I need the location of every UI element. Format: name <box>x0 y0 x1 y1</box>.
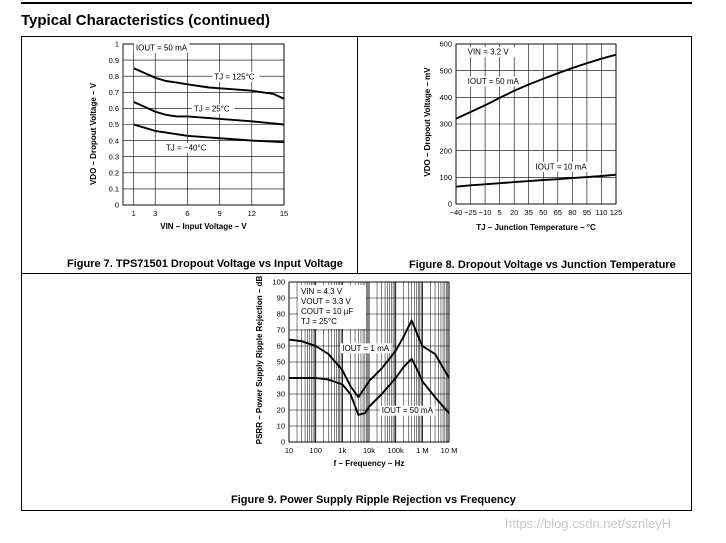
fig9-ytick-label: 80 <box>276 309 285 319</box>
fig8-ytick-label: 200 <box>439 146 452 156</box>
fig9-xtick-label: 100 <box>309 446 322 455</box>
fig7-xlabel: VIN – Input Voltage – V <box>160 222 247 231</box>
fig7-annotation: IOUT = 50 mA <box>135 43 188 53</box>
fig8-xtick-label: 125 <box>609 208 623 217</box>
fig7-xtick-label: 9 <box>217 209 222 218</box>
fig7-annotation: TJ = 125°C <box>214 72 255 82</box>
fig8-ytick-label: 0 <box>447 199 452 209</box>
fig8-xtick-label: 50 <box>539 208 548 217</box>
fig8-xtick-label: 35 <box>524 208 533 217</box>
fig9-annotation: IOUT = 1 mA <box>342 343 390 353</box>
fig7-xtick-label: 1 <box>131 209 136 218</box>
fig8-xtick-label: 20 <box>510 208 519 217</box>
fig9-ytick-label: 30 <box>276 389 285 399</box>
fig9-condition-text: COUT = 10 µF <box>301 307 354 316</box>
figure-8-caption: Figure 8. Dropout Voltage vs Junction Temperature <box>409 259 676 271</box>
fig8-ylabel: VDO – Dropout Voltage – mV <box>423 67 432 177</box>
fig7-ytick-label: 0.6 <box>108 104 119 114</box>
fig7-ytick-label: 0.5 <box>108 120 119 130</box>
fig9-ytick-label: 70 <box>276 325 285 335</box>
fig8-ytick-label: 400 <box>439 93 452 103</box>
fig8-ytick-label: 500 <box>439 66 452 76</box>
fig7-ytick-label: 0.9 <box>108 55 119 65</box>
fig7-ytick-label: 0.1 <box>108 184 119 194</box>
fig9-condition-text: VOUT = 3.3 V <box>301 297 351 306</box>
fig7-ytick-label: 0.3 <box>108 152 119 162</box>
fig9-ytick-label: 0 <box>280 437 285 447</box>
fig9-annotation: IOUT = 50 mA <box>381 406 433 416</box>
fig8-xtick-label: 80 <box>568 208 577 217</box>
fig8-annotation: IOUT = 10 mA <box>535 162 587 172</box>
fig7-xtick-label: 12 <box>247 209 256 218</box>
fig7-xtick-label: 3 <box>153 209 158 218</box>
fig8-ytick-label: 600 <box>439 39 452 49</box>
fig9-ylabel: PSRR – Power Supply Ripple Rejection – dB <box>255 275 264 445</box>
figure-9-caption: Figure 9. Power Supply Ripple Rejection vs Frequency <box>231 494 516 506</box>
fig8-xtick-label: 110 <box>595 208 608 217</box>
fig9-xtick-label: 1 M <box>416 446 429 455</box>
fig9-ytick-label: 40 <box>276 373 285 383</box>
fig7-ylabel: VDO – Dropout Voltage – V <box>89 82 98 186</box>
fig9-xtick-label: 1k <box>338 446 347 455</box>
fig8-xtick-label: −25 <box>464 208 477 217</box>
fig9-xtick-label: 10 M <box>440 446 458 455</box>
figure-7-caption: Figure 7. TPS71501 Dropout Voltage vs Input Voltage <box>67 258 343 270</box>
fig9-condition-text: VIN = 4.3 V <box>301 287 343 296</box>
fig9-xtick-label: 100k <box>387 446 404 455</box>
fig9-condition-text: TJ = 25°C <box>301 317 337 326</box>
fig7-xtick-label: 15 <box>279 209 289 218</box>
fig8-xtick-label: −40 <box>449 208 463 217</box>
fig9-ytick-label: 50 <box>276 357 285 367</box>
fig9-xlabel: f – Frequency – Hz <box>333 459 405 468</box>
fig8-xtick-label: 5 <box>497 208 502 217</box>
fig9-ytick-label: 20 <box>276 405 285 415</box>
fig8-xtick-label: 95 <box>582 208 592 217</box>
fig8-ytick-label: 300 <box>439 119 452 129</box>
fig7-ytick-label: 0 <box>114 200 119 210</box>
fig9-ytick-label: 60 <box>276 341 285 351</box>
section-heading: Typical Characteristics (continued) <box>21 12 270 29</box>
fig7-ytick-label: 0.2 <box>108 168 119 178</box>
fig8-xtick-label: 65 <box>553 208 562 217</box>
watermark: https://blog.csdn.net/szrileyH <box>505 516 672 531</box>
fig8-annotation: IOUT = 50 mA <box>467 77 519 86</box>
fig7-annotation: TJ = 25°C <box>193 104 230 114</box>
fig7-ytick-label: 0.7 <box>108 88 119 97</box>
fig8-annotation: VIN = 3.2 V <box>467 47 509 57</box>
fig7-ytick-label: 0.8 <box>108 71 119 81</box>
fig8-xlabel: TJ – Junction Temperature – °C <box>476 223 596 232</box>
fig7-annotation: TJ = −40°C <box>165 143 207 153</box>
fig9-xtick-label: 10k <box>362 446 376 455</box>
fig7-xtick-label: 6 <box>185 209 190 218</box>
fig7-ytick-label: 0.4 <box>108 136 119 146</box>
fig8-ytick-label: 100 <box>439 173 452 183</box>
fig8-xtick-label: −10 <box>478 208 492 217</box>
fig9-ytick-label: 10 <box>276 421 285 431</box>
fig7-ytick-label: 1 <box>114 39 119 49</box>
fig9-ytick-label: 90 <box>276 293 285 303</box>
fig9-ytick-label: 100 <box>272 277 285 287</box>
fig9-xtick-label: 10 <box>284 446 294 455</box>
